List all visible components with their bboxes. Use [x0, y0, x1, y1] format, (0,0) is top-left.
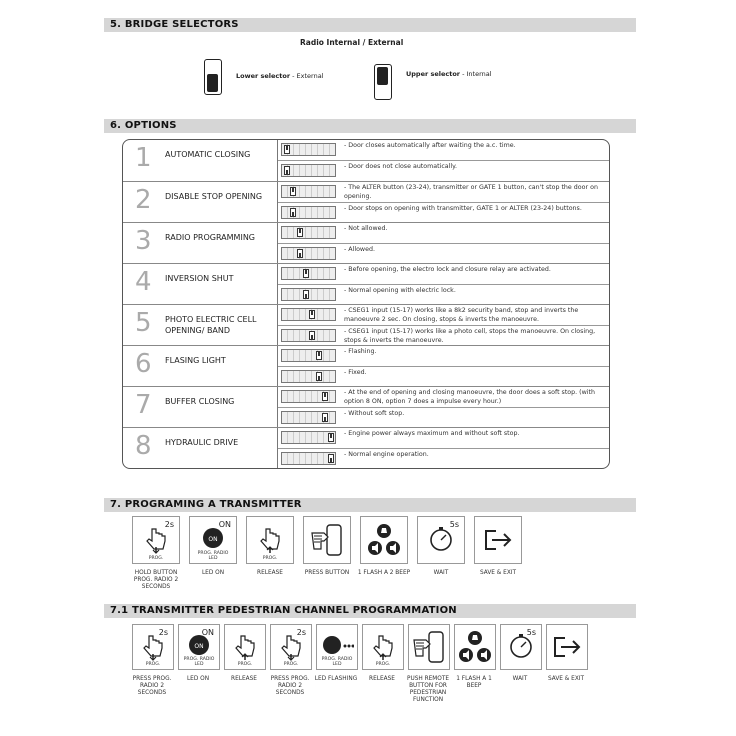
- option-setting-off: [278, 284, 609, 304]
- option-name: HYDRAULIC DRIVE: [165, 438, 239, 447]
- option-setting-off: [278, 160, 609, 180]
- option-description: - Door does not close automatically.: [344, 163, 457, 170]
- section-header-programming: 7. PROGRAMING A TRANSMITTER: [104, 498, 636, 512]
- step-time: 5s: [449, 520, 459, 529]
- option-number: 1: [135, 143, 152, 173]
- step-inner-label: PROG.: [283, 662, 299, 667]
- option-row: [123, 427, 609, 468]
- step-caption: SAVE & EXIT: [479, 570, 517, 576]
- step-caption: RELEASE: [231, 676, 257, 682]
- step-box: [546, 624, 588, 670]
- step-box: [303, 516, 351, 564]
- step-inner-label: PROG. RADIO LED: [197, 551, 229, 561]
- dip-switch-icon: [281, 185, 336, 198]
- option-row: [123, 181, 609, 222]
- section-header-options: 6. OPTIONS: [104, 119, 636, 133]
- exit-icon: [475, 517, 521, 563]
- option-description: - At the end of opening and closing manoeuvre, the door does a soft stop. (with option 8 ON, option 7 does a impulse every hour.): [344, 389, 595, 405]
- step-inner-label: PROG.: [375, 662, 391, 667]
- step-time: ON: [218, 520, 231, 529]
- option-name: RADIO PROGRAMMING: [165, 233, 255, 242]
- option-number: 5: [135, 308, 152, 338]
- option-description: - CSEG1 input (15-17) works like a 8k2 security band, stop and inverts the manoeuvre 2 sec. On closing, stops & inverts the manoeuvre.: [344, 307, 579, 323]
- option-description: - Normal engine operation.: [344, 451, 429, 458]
- option-description: - The ALTER button (23-24), transmitter or GATE 1 button, can't stop the door on opening.: [344, 184, 598, 200]
- dip-switch-icon: [281, 308, 336, 321]
- step-caption: 1 FLASH A 1 BEEP: [456, 676, 492, 689]
- option-number: 2: [135, 185, 152, 215]
- option-name: PHOTO ELECTRIC CELL OPENING/ BAND: [165, 315, 257, 335]
- option-setting-off: [278, 448, 609, 468]
- option-description: - Fixed.: [344, 369, 367, 376]
- option-setting-on: [278, 182, 609, 202]
- step-time: 2s: [164, 520, 174, 529]
- dip-switch-icon: [281, 349, 336, 362]
- option-setting-off: [278, 325, 609, 345]
- option-description: - Flashing.: [344, 348, 377, 355]
- dip-switch-icon: [281, 370, 336, 383]
- step-caption: WAIT: [433, 570, 449, 576]
- step-box: [132, 624, 174, 670]
- step-caption: LED ON: [186, 676, 210, 682]
- remote-press-icon: [409, 625, 449, 669]
- svg-text:ON: ON: [194, 643, 204, 650]
- step-caption: HOLD BUTTON PROG. RADIO 2 SECONDS: [133, 570, 179, 590]
- step-inner-label: PROG.: [262, 556, 278, 561]
- step-inner-label: PROG.: [237, 662, 253, 667]
- option-description: - Door stops on opening with transmitter, GATE 1 or ALTER (23-24) buttons.: [344, 205, 582, 212]
- radio-title: Radio Internal / External: [300, 38, 404, 47]
- option-row: [123, 263, 609, 304]
- dip-switch-icon: [281, 288, 336, 301]
- step-caption: 1 FLASH A 2 BEEP: [357, 570, 411, 576]
- remote-press-icon: [304, 517, 350, 563]
- dip-switch-icon: [281, 390, 336, 403]
- step-caption: SAVE & EXIT: [547, 676, 585, 682]
- upper-selector-icon: [374, 64, 392, 100]
- step-box: [224, 624, 266, 670]
- step-caption: PRESS BUTTON: [304, 570, 350, 576]
- step-caption: WAIT: [512, 676, 528, 682]
- option-row: [123, 345, 609, 386]
- dip-switch-icon: [281, 164, 336, 177]
- exit-icon: [547, 625, 587, 669]
- options-table: [122, 139, 610, 469]
- option-setting-on: [278, 140, 609, 160]
- option-number: 3: [135, 226, 152, 256]
- flash-beep-icon: [361, 517, 407, 563]
- option-number: 8: [135, 431, 152, 461]
- section-header-bridge-selectors: 5. BRIDGE SELECTORS: [104, 18, 636, 32]
- step-inner-label: PROG. RADIO LED: [321, 657, 353, 667]
- step-box: [500, 624, 542, 670]
- dip-switch-icon: [281, 226, 336, 239]
- option-setting-on: [278, 264, 609, 284]
- step-box: [362, 624, 404, 670]
- option-description: - Engine power always maximum and without soft stop.: [344, 430, 520, 437]
- svg-text:ON: ON: [208, 536, 218, 543]
- step-box: [454, 624, 496, 670]
- option-setting-off: [278, 407, 609, 427]
- step-caption: PRESS PROG. RADIO 2 SECONDS: [132, 676, 172, 696]
- option-description: - Normal opening with electric lock.: [344, 287, 456, 294]
- section-header-pedestrian: 7.1 TRANSMITTER PEDESTRIAN CHANNEL PROGRAMMATION: [104, 604, 636, 618]
- dip-switch-icon: [281, 143, 336, 156]
- option-name: BUFFER CLOSING: [165, 397, 235, 406]
- step-caption: RELEASE: [369, 676, 395, 682]
- option-row: [123, 140, 609, 181]
- step-box: [132, 516, 180, 564]
- option-description: - Door closes automatically after waiting the a.c. time.: [344, 142, 516, 149]
- upper-selector-label: Upper selector - Internal: [406, 70, 492, 78]
- option-description: - Without soft stop.: [344, 410, 405, 417]
- option-setting-on: [278, 223, 609, 243]
- step-box: [474, 516, 522, 564]
- step-box: [408, 624, 450, 670]
- step-inner-label: PROG. RADIO LED: [183, 657, 215, 667]
- step-caption: LED ON: [201, 570, 225, 576]
- step-time: 5s: [526, 628, 536, 637]
- step-box: [189, 516, 237, 564]
- dip-switch-icon: [281, 267, 336, 280]
- dip-switch-icon: [281, 329, 336, 342]
- option-name: DISABLE STOP OPENING: [165, 192, 263, 201]
- step-box: [360, 516, 408, 564]
- option-setting-on: [278, 387, 609, 407]
- step-box: [270, 624, 312, 670]
- flash-beep-icon: [455, 625, 495, 669]
- option-name: INVERSION SHUT: [165, 274, 234, 283]
- step-caption: LED FLASHING: [314, 676, 358, 682]
- option-row: [123, 222, 609, 263]
- option-number: 7: [135, 390, 152, 420]
- step-caption: PUSH REMOTE BUTTON FOR PEDESTRIAN FUNCTION: [406, 676, 450, 703]
- option-description: - Not allowed.: [344, 225, 388, 232]
- option-setting-off: [278, 366, 609, 386]
- step-time: 2s: [158, 628, 168, 637]
- step-box: [316, 624, 358, 670]
- step-caption: RELEASE: [257, 570, 283, 576]
- lower-selector-icon: [204, 59, 222, 95]
- step-box: [178, 624, 220, 670]
- option-number: 6: [135, 349, 152, 379]
- step-time: ON: [201, 628, 214, 637]
- dip-switch-icon: [281, 452, 336, 465]
- step-inner-label: PROG.: [145, 662, 161, 667]
- step-box: [246, 516, 294, 564]
- option-number: 4: [135, 267, 152, 297]
- step-inner-label: PROG.: [148, 556, 164, 561]
- dip-switch-icon: [281, 206, 336, 219]
- option-row: [123, 386, 609, 427]
- step-box: [417, 516, 465, 564]
- option-setting-on: [278, 428, 609, 448]
- option-description: - Before opening, the electro lock and closure relay are activated.: [344, 266, 551, 273]
- option-name: AUTOMATIC CLOSING: [165, 150, 251, 159]
- option-description: - CSEG1 input (15-17) works like a photo cell, stops the manoeuvre. On closing, stops & inverts the manoeuvre.: [344, 328, 596, 344]
- lower-selector-label: Lower selector - External: [236, 72, 324, 80]
- option-setting-on: [278, 346, 609, 366]
- option-name: FLASING LIGHT: [165, 356, 226, 365]
- dip-switch-icon: [281, 431, 336, 444]
- option-description: - Allowed.: [344, 246, 375, 253]
- option-setting-on: [278, 305, 609, 325]
- step-time: 2s: [296, 628, 306, 637]
- option-setting-off: [278, 243, 609, 263]
- option-setting-off: [278, 202, 609, 222]
- option-row: [123, 304, 609, 345]
- dip-switch-icon: [281, 247, 336, 260]
- dip-switch-icon: [281, 411, 336, 424]
- step-caption: PRESS PROG. RADIO 2 SECONDS: [270, 676, 310, 696]
